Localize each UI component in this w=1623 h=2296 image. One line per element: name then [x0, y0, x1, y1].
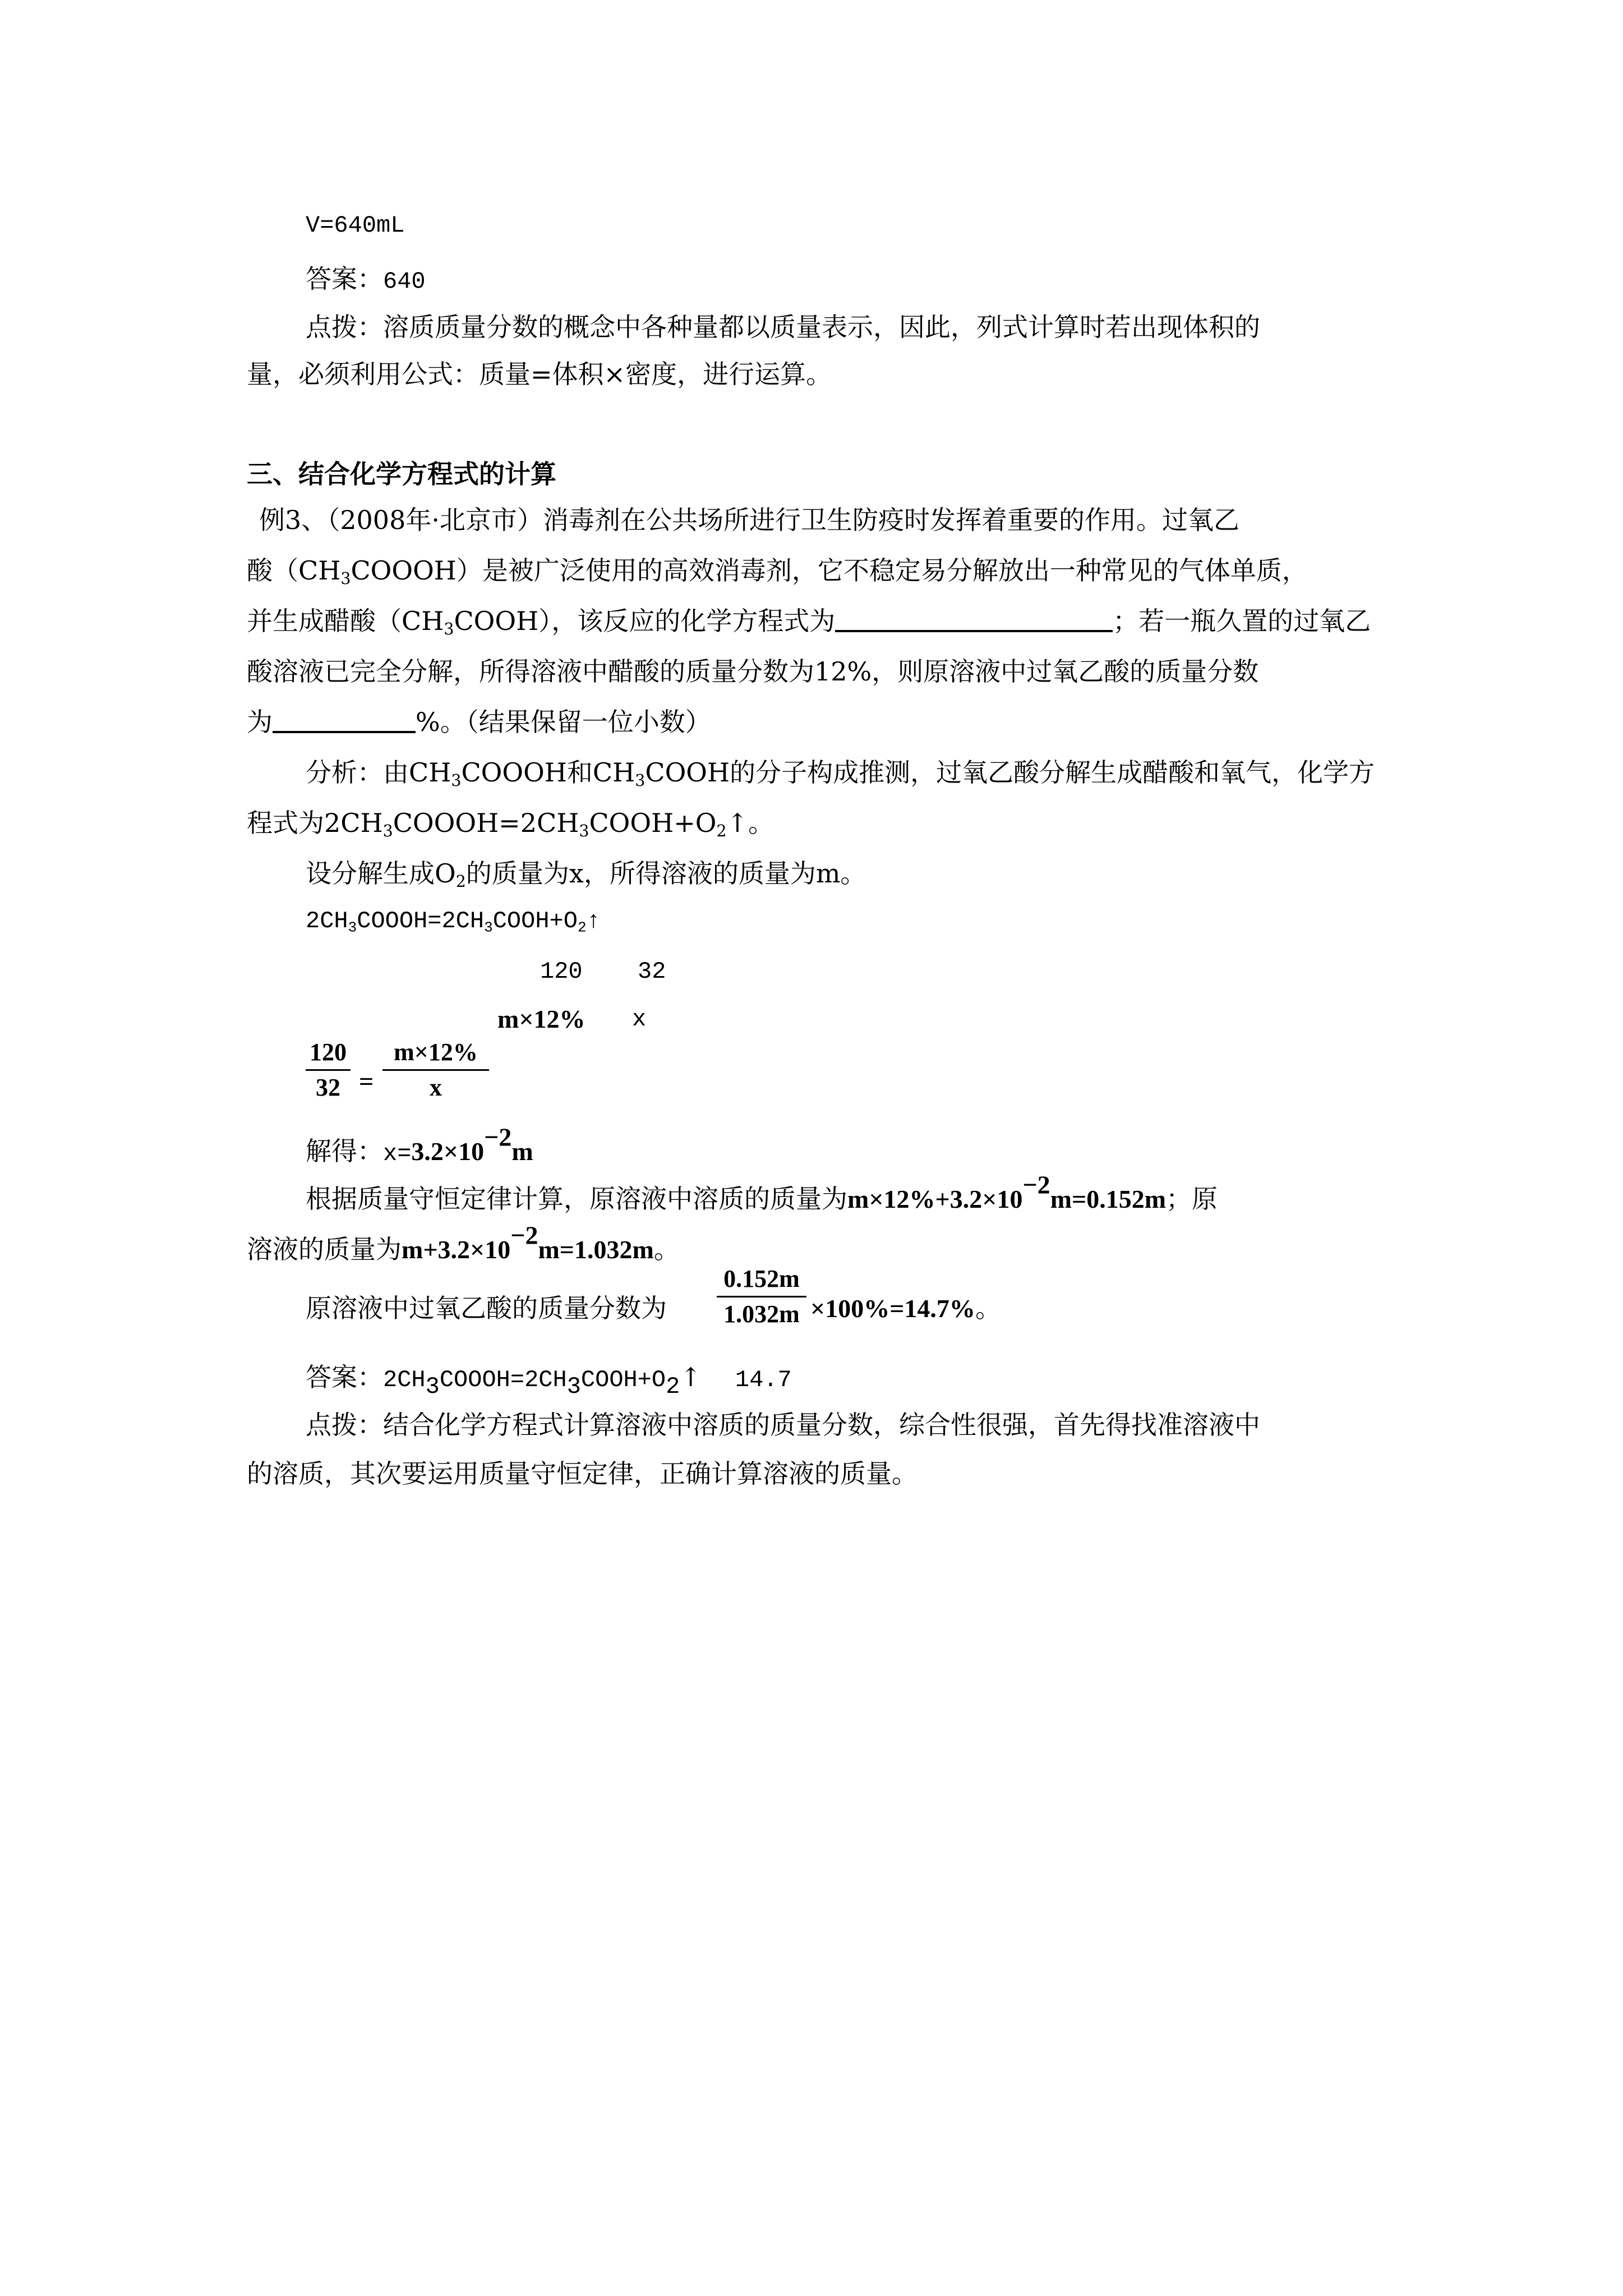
proportion-left-fraction	[306, 1037, 351, 1103]
text-run: ↑	[680, 1362, 702, 1392]
answer-value: 640	[383, 268, 426, 295]
example-3-line-4: 酸溶液已完全分解，所得溶液中醋酸的质量分数为12%，则原溶液中过氧乙酸的质量分数	[247, 656, 1259, 687]
text-run: COOH+O	[589, 808, 717, 838]
example-3-line-3	[247, 604, 1371, 638]
setup-line	[306, 857, 866, 890]
math-run: m+3.2×10	[402, 1235, 511, 1264]
math-run: m=1.032m	[538, 1235, 654, 1264]
subscript: 3	[579, 821, 589, 840]
subscript: 2	[455, 872, 466, 891]
exponent: −2	[1022, 1170, 1050, 1199]
tip-2-line-1: 点拨：结合化学方程式计算溶液中溶质的质量分数，综合性很强，首先得找准溶液中	[306, 1410, 1260, 1440]
text-run: ↑。	[726, 808, 774, 838]
text-run: %。（结果保留一位小数）	[416, 707, 711, 737]
text-run: COOOH）是被广泛使用的高效消毒剂，它不稳定易分解放出一种常见的气体单质，	[351, 555, 1308, 586]
mass-expression: m×12%	[497, 1005, 585, 1033]
subscript: 3	[635, 771, 645, 790]
text-run: ↑	[586, 908, 601, 935]
text-run: 程式为2CH	[247, 808, 383, 838]
tip-2-line-2: 的溶质，其次要运用质量守恒定律，正确计算溶液的质量。	[247, 1458, 917, 1489]
proportion-equals: =	[359, 1067, 374, 1096]
volume-result: V=640mL	[306, 212, 405, 239]
answer-1	[306, 262, 426, 298]
answer-label: 答案：	[306, 264, 383, 294]
text-run: 。	[653, 1234, 680, 1264]
subscript: 2	[577, 919, 587, 936]
text-run: 根据质量守恒定律计算，原溶液中溶质的质量为	[306, 1184, 847, 1214]
text-run: 分析：由CH	[306, 757, 451, 788]
subscript: 2	[666, 1373, 680, 1400]
text-run: 溶液的质量为	[247, 1234, 402, 1264]
text-run: COOOH=2CH	[357, 908, 485, 935]
text-run: 2CH	[306, 908, 348, 935]
math-run: ×100%=14.7%	[810, 1294, 975, 1323]
reaction-equation	[306, 904, 601, 938]
answer-value: 14.7	[735, 1366, 792, 1393]
text-run: COOOH=2CH	[393, 808, 579, 838]
text-run: 并生成醋酸（CH	[247, 606, 444, 636]
text-run: 2CH	[383, 1366, 426, 1393]
text-run: COOH+O	[492, 908, 578, 935]
text-run: 酸（CH	[247, 555, 341, 586]
analysis-line-1	[306, 756, 1375, 789]
fraction-numerator: m×12%	[394, 1038, 478, 1066]
mass-fraction	[717, 1263, 806, 1330]
text-run: COOOH和CH	[461, 757, 635, 788]
molar-mass-oxygen: 32	[638, 958, 666, 985]
subscript: 3	[348, 919, 357, 936]
fraction-bar	[382, 1069, 489, 1071]
fraction-numerator: 120	[310, 1038, 347, 1066]
subscript: 3	[340, 569, 351, 588]
subscript: 3	[451, 771, 462, 790]
text-run: 解得：	[306, 1136, 383, 1166]
mass-x: x	[632, 1006, 647, 1033]
exponent: −2	[484, 1122, 512, 1152]
subscript: 3	[425, 1373, 440, 1400]
fraction-numerator: 0.152m	[723, 1265, 800, 1292]
answer-label: 答案：	[306, 1362, 383, 1392]
fraction-bar	[306, 1069, 351, 1071]
subscript: 3	[484, 919, 493, 936]
math-run: m	[511, 1137, 533, 1166]
text-run: 设分解生成O	[306, 858, 456, 889]
text-run: 。	[975, 1293, 1001, 1323]
text-run: COOH），该反应的化学方程式为	[454, 606, 836, 636]
fraction-bar	[717, 1296, 806, 1297]
fraction-denominator: x	[430, 1074, 442, 1101]
exponent: −2	[510, 1221, 538, 1250]
example-3-line-1: 例3、（2008年·北京市）消毒剂在公共场所进行卫生防疫时发挥着重要的作用。过氧乙	[259, 505, 1239, 535]
text-run: 为	[247, 707, 273, 737]
example-3-line-2	[247, 554, 1308, 587]
math-run: m=0.152m	[1050, 1185, 1166, 1213]
conservation-line-1	[306, 1170, 1218, 1216]
math-run: 3.2×10	[411, 1137, 485, 1166]
subscript: 3	[566, 1373, 581, 1400]
tip-1-line-1: 点拨：溶质质量分数的概念中各种量都以质量表示，因此，列式计算时若出现体积的	[306, 312, 1260, 342]
molar-mass-acetic: 120	[540, 958, 583, 985]
conservation-line-2	[247, 1221, 680, 1267]
text-run: ；原	[1166, 1184, 1218, 1214]
equation-answer-blank	[835, 605, 1113, 632]
fraction-denominator: 32	[316, 1074, 340, 1101]
tip-1-line-2: 量，必须利用公式：质量=体积×密度，进行运算。	[247, 359, 832, 389]
mass-fraction-result	[810, 1291, 1001, 1326]
math-run: m×12%+3.2×10	[847, 1185, 1023, 1213]
text-run: COOH的分子构成推测，过氧乙酸分解生成醋酸和氧气，化学方	[645, 757, 1375, 788]
mass-fraction-label: 原溶液中过氧乙酸的质量分数为	[306, 1293, 667, 1323]
text-run: 的质量为x，所得溶液的质量为m。	[465, 858, 866, 889]
text-run: ；若一瓶久置的过氧乙	[1113, 606, 1371, 636]
subscript: 3	[382, 821, 393, 840]
subscript: 3	[444, 619, 454, 638]
text-run: COOH+O	[580, 1366, 666, 1393]
solve-line	[306, 1122, 533, 1171]
text-run: x=	[383, 1140, 412, 1167]
example-3-line-5	[247, 705, 711, 739]
section-title: 三、结合化学方程式的计算	[247, 459, 556, 489]
fraction-denominator: 1.032m	[723, 1300, 800, 1328]
subscript: 2	[716, 821, 727, 840]
percent-answer-blank	[273, 706, 416, 733]
analysis-line-2	[247, 806, 774, 840]
proportion-right-fraction	[382, 1037, 489, 1103]
text-run: COOOH=2CH	[439, 1366, 567, 1393]
answer-2	[306, 1360, 792, 1400]
